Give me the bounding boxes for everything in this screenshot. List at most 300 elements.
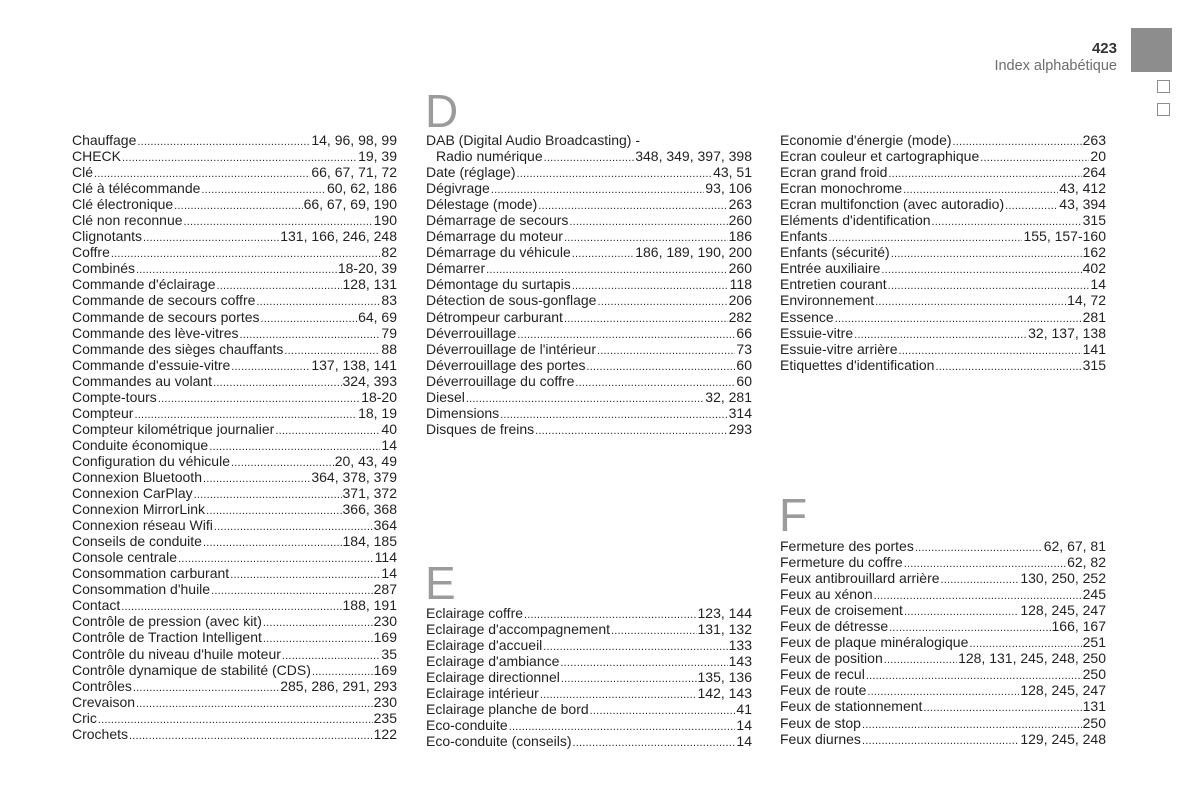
dot-leader — [544, 150, 635, 166]
entry-term: Clé non reconnue — [72, 212, 183, 229]
index-entry — [426, 292, 752, 308]
entry-pages: 235 — [373, 709, 397, 726]
entry-pages: 131, 166, 246, 248 — [280, 228, 397, 245]
entry-pages: 88 — [381, 340, 397, 357]
entry-pages: 130, 250, 252 — [1020, 570, 1106, 587]
entry-term: Commandes au volant — [72, 372, 213, 389]
entry-pages: 402 — [1082, 260, 1106, 277]
dot-leader — [133, 680, 279, 696]
dot-leader — [572, 246, 634, 262]
index-entry — [72, 629, 397, 645]
entry-term: Démarrage du véhicule — [426, 244, 571, 261]
entry-term: Contrôles — [72, 677, 132, 694]
dot-leader — [569, 214, 727, 230]
entry-term: Chauffage — [72, 132, 137, 148]
entry-term: Contrôle dynamique de stabilité (CDS) — [72, 661, 311, 678]
entry-pages: 282 — [728, 308, 752, 325]
index-entry — [780, 292, 1106, 308]
entry-term: Contrôle de pression (avec kit) — [72, 613, 262, 630]
index-entry — [426, 685, 752, 701]
entry-pages: 188, 191 — [342, 597, 397, 614]
dot-leader — [875, 294, 1066, 310]
entry-pages: 20 — [1090, 148, 1106, 165]
dot-leader — [561, 671, 697, 687]
entry-term: Connexion CarPlay — [72, 485, 193, 502]
index-entry — [72, 244, 397, 260]
entry-term: Feux de route — [780, 682, 867, 699]
entry-pages: 79 — [381, 324, 397, 341]
entry-term: Console centrale — [72, 549, 178, 566]
entry-pages: 155, 157-160 — [1023, 228, 1106, 245]
entry-term: Eclairage directionnel — [426, 669, 560, 686]
entry-term: Date (réglage) — [426, 164, 516, 181]
entry-pages: 122 — [373, 725, 397, 742]
entry-term: Fermeture des portes — [780, 538, 914, 554]
entry-pages: 32, 137, 138 — [1028, 324, 1106, 341]
index-entry — [426, 132, 752, 148]
index-entry — [426, 421, 752, 437]
dot-leader — [935, 359, 1081, 375]
entry-term: Démontage du surtapis — [426, 276, 571, 293]
index-entry — [780, 586, 1106, 602]
index-entry — [72, 341, 397, 357]
index-entry — [72, 549, 397, 565]
entry-pages: 129, 245, 248 — [1020, 730, 1106, 747]
entry-pages: 314 — [728, 404, 752, 421]
entry-pages: 118 — [729, 276, 752, 293]
index-entry — [72, 357, 397, 373]
index-entry — [426, 164, 752, 180]
dot-leader — [611, 623, 696, 639]
index-column-f — [780, 538, 1106, 747]
index-entry — [426, 701, 752, 717]
index-entry — [780, 357, 1106, 373]
entry-pages: 64, 69 — [358, 308, 397, 325]
index-entry — [780, 538, 1106, 554]
entry-pages: 260 — [728, 260, 752, 277]
entry-pages: 93, 106 — [705, 180, 752, 197]
entry-pages: 162 — [1082, 244, 1106, 261]
dot-leader — [888, 278, 1090, 294]
dot-leader — [535, 423, 727, 439]
dot-leader — [881, 262, 1081, 278]
dot-leader — [564, 311, 728, 327]
entry-term: Eclairage d'accompagnement — [426, 621, 611, 638]
entry-term: Environnement — [780, 292, 875, 309]
entry-pages: 18, 19 — [358, 404, 397, 421]
index-entry — [72, 228, 397, 244]
entry-term: Commande d'essuie-vitre — [72, 356, 231, 373]
index-entry — [72, 405, 397, 421]
entry-term: Combinés — [72, 260, 136, 277]
entry-pages: 20, 43, 49 — [334, 452, 397, 469]
dot-leader — [203, 471, 310, 487]
entry-term: Feux de plaque minéralogique — [780, 634, 969, 651]
entry-term: Disques de freins — [426, 420, 535, 437]
entry-pages: 281 — [1082, 308, 1106, 325]
entry-pages: 169 — [373, 629, 397, 646]
page-tab-square — [1157, 103, 1170, 116]
entry-term: Contact — [72, 597, 121, 614]
entry-pages: 14 — [736, 717, 752, 734]
index-entry — [426, 212, 752, 228]
dot-leader — [915, 540, 1043, 556]
entry-pages: 260 — [728, 212, 752, 229]
index-entry — [426, 228, 752, 244]
index-column-e-right — [780, 132, 1106, 373]
index-entry — [72, 292, 397, 308]
index-entry — [72, 421, 397, 437]
index-entry — [72, 469, 397, 485]
dot-leader — [206, 503, 341, 519]
index-entry — [72, 373, 397, 389]
index-entry — [72, 694, 397, 710]
dot-leader — [143, 230, 279, 246]
entry-pages: 14 — [381, 565, 397, 582]
entry-term: Feux de position — [780, 650, 883, 667]
index-entry — [426, 717, 752, 733]
entry-pages: 133 — [728, 637, 752, 654]
entry-term: Dégivrage — [426, 180, 490, 197]
entry-term: Clé électronique — [72, 196, 174, 213]
dot-leader — [590, 703, 736, 719]
entry-pages: 83 — [381, 292, 397, 309]
dot-leader — [543, 639, 727, 655]
entry-pages: 348, 349, 397, 398 — [635, 148, 752, 165]
index-entry — [426, 621, 752, 637]
index-entry — [72, 196, 397, 212]
index-entry — [426, 196, 752, 212]
index-entry — [780, 554, 1106, 570]
entry-term: Feux antibrouillard arrière — [780, 570, 940, 587]
index-entry — [426, 180, 752, 196]
entry-pages: 128, 245, 247 — [1020, 602, 1106, 619]
entry-pages: 190 — [373, 212, 397, 229]
entry-term: Crochets — [72, 725, 129, 742]
entry-term: Enfants — [780, 228, 828, 245]
dot-leader — [129, 728, 373, 744]
entry-pages: 287 — [373, 581, 397, 598]
entry-pages: 315 — [1082, 356, 1106, 373]
index-column-d — [426, 132, 752, 437]
entry-pages: 18-20, 39 — [337, 260, 397, 277]
dot-leader — [466, 391, 704, 407]
index-entry — [780, 341, 1106, 357]
index-entry — [72, 485, 397, 501]
index-entry — [780, 618, 1106, 634]
index-entry — [72, 309, 397, 325]
entry-term: Radio numérique — [436, 148, 543, 165]
index-entry — [780, 148, 1106, 164]
index-entry — [426, 605, 752, 621]
entry-term: Essuie-vitre — [780, 324, 854, 341]
page-tab-square — [1157, 80, 1170, 93]
entry-pages: 62, 67, 81 — [1043, 538, 1106, 554]
dot-leader — [587, 359, 736, 375]
entry-term: Dimensions — [426, 404, 500, 421]
entry-term: Consommation d'huile — [72, 581, 211, 598]
entry-pages: 66, 67, 71, 72 — [311, 164, 397, 181]
index-entry — [780, 682, 1106, 698]
index-entry — [72, 678, 397, 694]
page-tab-block — [1131, 28, 1172, 72]
dot-leader — [263, 615, 373, 631]
dot-leader — [884, 652, 957, 668]
index-column-c — [72, 132, 397, 742]
entry-term: Commande des sièges chauffants — [72, 340, 284, 357]
index-entry — [72, 148, 397, 164]
index-entry — [780, 666, 1106, 682]
entry-term: Cric — [72, 709, 97, 726]
index-entry — [72, 662, 397, 678]
entry-term: Déverrouillage du coffre — [426, 372, 575, 389]
entry-pages: 43, 394 — [1059, 196, 1106, 213]
entry-term: Ecran multifonction (avec autoradio) — [780, 196, 1005, 213]
entry-pages: 251 — [1082, 634, 1106, 651]
entry-term: Eclairage coffre — [426, 605, 524, 621]
entry-pages: 293 — [728, 420, 752, 437]
dot-leader — [203, 535, 342, 551]
index-entry — [780, 260, 1106, 276]
entry-pages: 73 — [736, 340, 752, 357]
entry-pages: 32, 281 — [705, 388, 752, 405]
entry-pages: 128, 131 — [342, 276, 397, 293]
dot-leader — [194, 487, 342, 503]
entry-term: Détrompeur carburant — [426, 308, 563, 325]
letter-heading-f: F — [779, 489, 808, 541]
entry-term: Eco-conduite — [426, 717, 508, 734]
dot-leader — [158, 391, 360, 407]
entry-term: Ecran couleur et cartographique — [780, 148, 980, 165]
index-entry — [72, 325, 397, 341]
entry-term: Eclairage intérieur — [426, 685, 539, 702]
entry-term: Economie d'énergie (mode) — [780, 132, 952, 148]
index-entry — [426, 276, 752, 292]
index-entry — [780, 715, 1106, 731]
dot-leader — [888, 166, 1081, 182]
entry-term: Connexion Bluetooth — [72, 468, 202, 485]
entry-pages: 14, 96, 98, 99 — [311, 132, 397, 148]
entry-term: Clé à télécommande — [72, 180, 201, 197]
index-entry — [426, 148, 752, 164]
index-entry — [72, 453, 397, 469]
entry-term: Commande des lève-vitres — [72, 324, 239, 341]
index-entry — [780, 650, 1106, 666]
index-entry — [780, 244, 1106, 260]
page-number: 423 — [1091, 40, 1117, 57]
index-entry — [72, 132, 397, 148]
entry-term: Feux de stationnement — [780, 698, 923, 715]
dot-leader — [980, 150, 1089, 166]
entry-pages: 285, 286, 291, 293 — [280, 677, 397, 694]
entry-term: Feux de recul — [780, 666, 865, 683]
index-entry — [780, 276, 1106, 292]
entry-pages: 364, 378, 379 — [311, 468, 397, 485]
index-entry — [426, 669, 752, 685]
index-entry — [72, 212, 397, 228]
dot-leader — [137, 134, 310, 150]
index-entry — [780, 132, 1106, 148]
entry-term: Commande d'éclairage — [72, 276, 216, 293]
entry-pages: 250 — [1082, 714, 1106, 731]
entry-term: Connexion MirrorLink — [72, 501, 206, 518]
index-entry — [426, 357, 752, 373]
entry-term: Coffre — [72, 244, 110, 261]
entry-pages: 41 — [736, 701, 752, 718]
entry-term: Clé — [72, 164, 94, 181]
entry-term: Eclairage planche de bord — [426, 701, 589, 718]
index-entry — [72, 164, 397, 180]
index-entry — [426, 637, 752, 653]
entry-pages: 60 — [736, 356, 752, 373]
index-entry — [72, 180, 397, 196]
index-entry — [780, 325, 1106, 341]
entry-pages: 166, 167 — [1051, 618, 1106, 635]
entry-pages: 142, 143 — [697, 685, 752, 702]
index-entry — [426, 309, 752, 325]
entry-term: Feux de stop — [780, 714, 861, 731]
entry-term: Démarrage de secours — [426, 212, 569, 229]
entry-term: Démarrage du moteur — [426, 228, 563, 245]
dot-leader — [1005, 198, 1058, 214]
index-entry — [780, 180, 1106, 196]
index-entry — [780, 570, 1106, 586]
entry-pages: 128, 245, 247 — [1020, 682, 1106, 699]
index-entry — [426, 653, 752, 669]
entry-pages: 186 — [728, 228, 752, 245]
entry-term: Essence — [780, 308, 834, 325]
entry-term: Feux de croisement — [780, 602, 903, 619]
entry-term: Commande de secours coffre — [72, 292, 256, 309]
entry-term: Compte-tours — [72, 388, 157, 405]
entry-pages: 14 — [1090, 276, 1106, 293]
entry-term: Configuration du véhicule — [72, 452, 230, 469]
entry-pages: 264 — [1082, 164, 1106, 181]
entry-term: Compteur — [72, 404, 134, 421]
entry-term: Feux au xénon — [780, 586, 873, 603]
entry-term: Déverrouillage — [426, 324, 517, 341]
entry-pages: 114 — [374, 549, 397, 566]
index-entry — [780, 228, 1106, 244]
dot-leader — [230, 567, 380, 583]
index-entry — [780, 164, 1106, 180]
entry-pages: 143 — [728, 653, 752, 670]
entry-pages: 135, 136 — [697, 669, 752, 686]
entry-pages: 230 — [373, 693, 397, 710]
index-entry — [426, 733, 752, 749]
index-entry — [72, 501, 397, 517]
index-entry — [72, 517, 397, 533]
entry-term: Entretien courant — [780, 276, 887, 293]
index-entry — [780, 309, 1106, 325]
entry-term: Conseils de conduite — [72, 533, 202, 550]
entry-term: Fermeture du coffre — [780, 554, 903, 571]
entry-term: Détection de sous-gonflage — [426, 292, 597, 309]
index-entry — [780, 698, 1106, 714]
entry-pages: 131, 132 — [697, 621, 752, 638]
index-entry — [72, 437, 397, 453]
index-entry — [426, 373, 752, 389]
entry-term: Compteur kilométrique journalier — [72, 420, 275, 437]
index-entry — [426, 341, 752, 357]
entry-pages: 263 — [1082, 132, 1106, 148]
dot-leader — [275, 423, 380, 439]
index-entry — [72, 613, 397, 629]
entry-term: Délestage (mode) — [426, 196, 538, 213]
entry-pages: 14 — [381, 436, 397, 453]
entry-term: Déverrouillage de l'intérieur — [426, 340, 596, 357]
entry-pages: 184, 185 — [342, 533, 397, 550]
entry-pages: 169 — [373, 661, 397, 678]
entry-term: Essuie-vitre arrière — [780, 340, 898, 357]
entry-term: Crevaison — [72, 693, 136, 710]
dot-leader — [862, 733, 1019, 749]
index-entry — [72, 726, 397, 742]
index-entry — [426, 260, 752, 276]
dot-leader — [174, 198, 302, 214]
entry-term: Eclairage d'ambiance — [426, 653, 560, 670]
letter-heading-d: D — [425, 85, 459, 137]
entry-term: Contrôle du niveau d'huile moteur — [72, 645, 281, 662]
entry-pages: 250 — [1082, 666, 1106, 683]
entry-pages: 66 — [736, 324, 752, 341]
section-title: Index alphabétique — [994, 58, 1117, 74]
entry-term: Consommation carburant — [72, 565, 230, 582]
index-entry — [72, 389, 397, 405]
entry-term: Démarrer — [426, 260, 486, 277]
entry-pages: 43, 51 — [713, 164, 752, 181]
entry-term: Ecran grand froid — [780, 164, 888, 181]
entry-pages: 366, 368 — [342, 501, 397, 518]
entry-term: CHECK — [72, 148, 122, 165]
entry-term: Clignotants — [72, 228, 143, 245]
index-entry — [426, 389, 752, 405]
entry-term: Ecran monochrome — [780, 180, 903, 197]
entry-pages: 137, 138, 141 — [311, 356, 397, 373]
entry-pages: 60, 62, 186 — [326, 180, 397, 197]
entry-pages: 40 — [381, 420, 397, 437]
dot-leader — [98, 712, 373, 728]
index-column-e-left — [426, 605, 752, 749]
dot-leader — [923, 700, 1081, 716]
index-entry — [780, 634, 1106, 650]
entry-pages: 43, 412 — [1059, 180, 1106, 197]
entry-pages: 123, 144 — [697, 605, 752, 621]
index-entry — [426, 405, 752, 421]
entry-term: Déverrouillage des portes — [426, 356, 586, 373]
dot-leader — [261, 311, 358, 327]
dot-leader — [136, 696, 373, 712]
entry-term: Etiquettes d'identification — [780, 356, 935, 373]
entry-term: Contrôle de Traction Intelligent — [72, 629, 262, 646]
dot-leader — [213, 375, 341, 391]
index-entry — [72, 533, 397, 549]
entry-pages: 19, 39 — [358, 148, 397, 165]
entry-pages: 230 — [373, 613, 397, 630]
entry-pages: 315 — [1082, 212, 1106, 229]
entry-pages: 263 — [728, 196, 752, 213]
index-entry — [780, 731, 1106, 747]
entry-pages: 18-20 — [361, 388, 397, 405]
entry-pages: 371, 372 — [342, 485, 397, 502]
entry-pages: 82 — [381, 244, 397, 261]
entry-term: Connexion réseau Wifi — [72, 517, 213, 534]
index-entry — [780, 602, 1106, 618]
index-entry — [72, 565, 397, 581]
index-entry — [780, 196, 1106, 212]
entry-pages: 35 — [381, 645, 397, 662]
entry-term: Commande de secours portes — [72, 308, 260, 325]
